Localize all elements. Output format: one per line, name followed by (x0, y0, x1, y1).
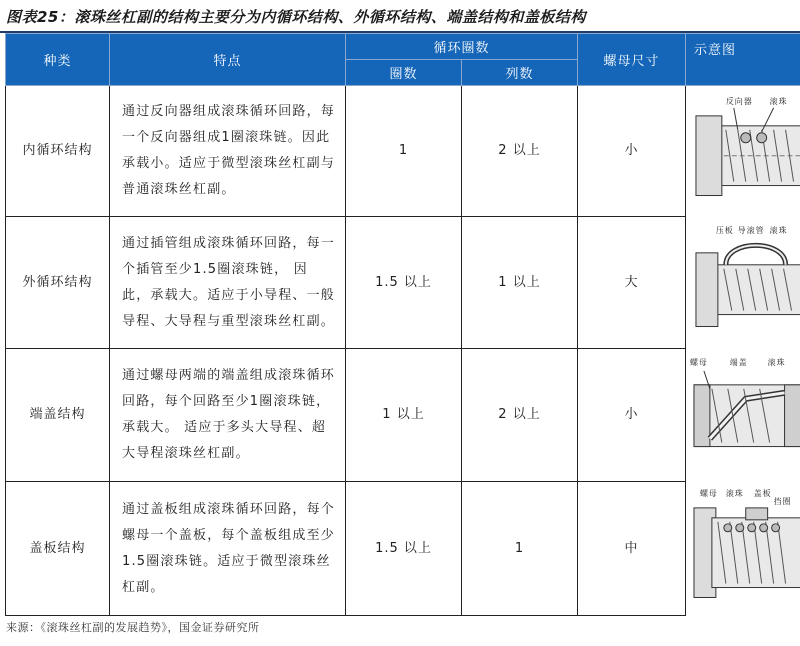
header-diagram: 示意图 (686, 34, 800, 86)
header-type: 种类 (6, 34, 110, 86)
row-diagram (686, 217, 800, 349)
row-nut-size: 中 (578, 482, 686, 616)
diagram-label: 螺母 (699, 488, 718, 498)
header-nut-size: 螺母尺寸 (578, 34, 686, 86)
row-type: 端盖结构 (6, 349, 110, 482)
row-turns: 1.5 以上 (346, 482, 462, 616)
diagram-label: 端盖 (729, 357, 748, 367)
header-features: 特点 (110, 34, 346, 86)
diagram-label: 螺母 (690, 357, 708, 367)
header-turns: 圈数 (346, 60, 462, 86)
row-turns: 1.5 以上 (346, 217, 462, 349)
header-columns: 列数 (462, 60, 578, 86)
row-features: 通过盖板组成滚珠循环回路，每个螺母一个盖板，每个盖板组成至少1.5圈滚珠链。适应于微型滚珠丝杠副。 (110, 482, 346, 616)
external-circulation-diagram (686, 217, 800, 348)
row-nut-size: 小 (578, 349, 686, 482)
diagram-label: 导滚管 (737, 225, 765, 235)
cover-plate-diagram (686, 482, 800, 615)
row-type: 盖板结构 (6, 482, 110, 616)
row-turns: 1 (346, 86, 462, 217)
row-columns: 2 以上 (462, 349, 578, 482)
source-note: 来源：《滚珠丝杠副的发展趋势》，国金证券研究所 (6, 621, 260, 634)
row-columns: 1 (462, 482, 578, 616)
figure-title: 图表25：滚珠丝杠副的结构主要分为内循环结构、外循环结构、端盖结构和盖板结构 (6, 8, 586, 26)
diagram-label: 滚珠 (769, 225, 788, 235)
diagram-label: 压板 (715, 225, 734, 235)
diagram-label: 滚珠 (769, 96, 788, 106)
row-diagram (686, 482, 800, 616)
row-diagram (686, 86, 800, 217)
row-features: 通过反向器组成滚珠循环回路，每一个反向器组成1圈滚珠链。因此承载小。适应于微型滚珠丝杠副与普通滚珠丝杠副。 (110, 86, 346, 217)
row-columns: 2 以上 (462, 86, 578, 217)
diagram-label: 盖板 (753, 488, 772, 498)
internal-circulation-diagram (686, 86, 800, 216)
row-diagram (686, 349, 800, 482)
row-type: 内循环结构 (6, 86, 110, 217)
diagram-label: 滚珠 (767, 357, 786, 367)
table-row (6, 349, 800, 482)
structure-table (5, 33, 800, 616)
row-features: 通过插管组成滚珠循环回路，每一个插管至少1.5圈滚珠链， 因此，承载大。适应于小导程、一般导程、大导程与重型滚珠丝杠副。 (110, 217, 346, 349)
row-turns: 1 以上 (346, 349, 462, 482)
table-row (6, 482, 800, 616)
row-features: 通过螺母两端的端盖组成滚珠循环回路，每个回路至少1圈滚珠链，承载大。 适应于多头大导程、超大导程滚珠丝杠副。 (110, 349, 346, 482)
row-type: 外循环结构 (6, 217, 110, 349)
diagram-label: 挡圈 (773, 496, 792, 506)
diagram-label: 反向器 (725, 96, 753, 106)
end-cap-diagram (686, 349, 800, 481)
table-row (6, 86, 800, 217)
row-columns: 1 以上 (462, 217, 578, 349)
row-nut-size: 大 (578, 217, 686, 349)
row-nut-size: 小 (578, 86, 686, 217)
header-loop-group: 循环圈数 (346, 34, 578, 60)
table-row (6, 217, 800, 349)
diagram-label: 滚珠 (725, 488, 744, 498)
